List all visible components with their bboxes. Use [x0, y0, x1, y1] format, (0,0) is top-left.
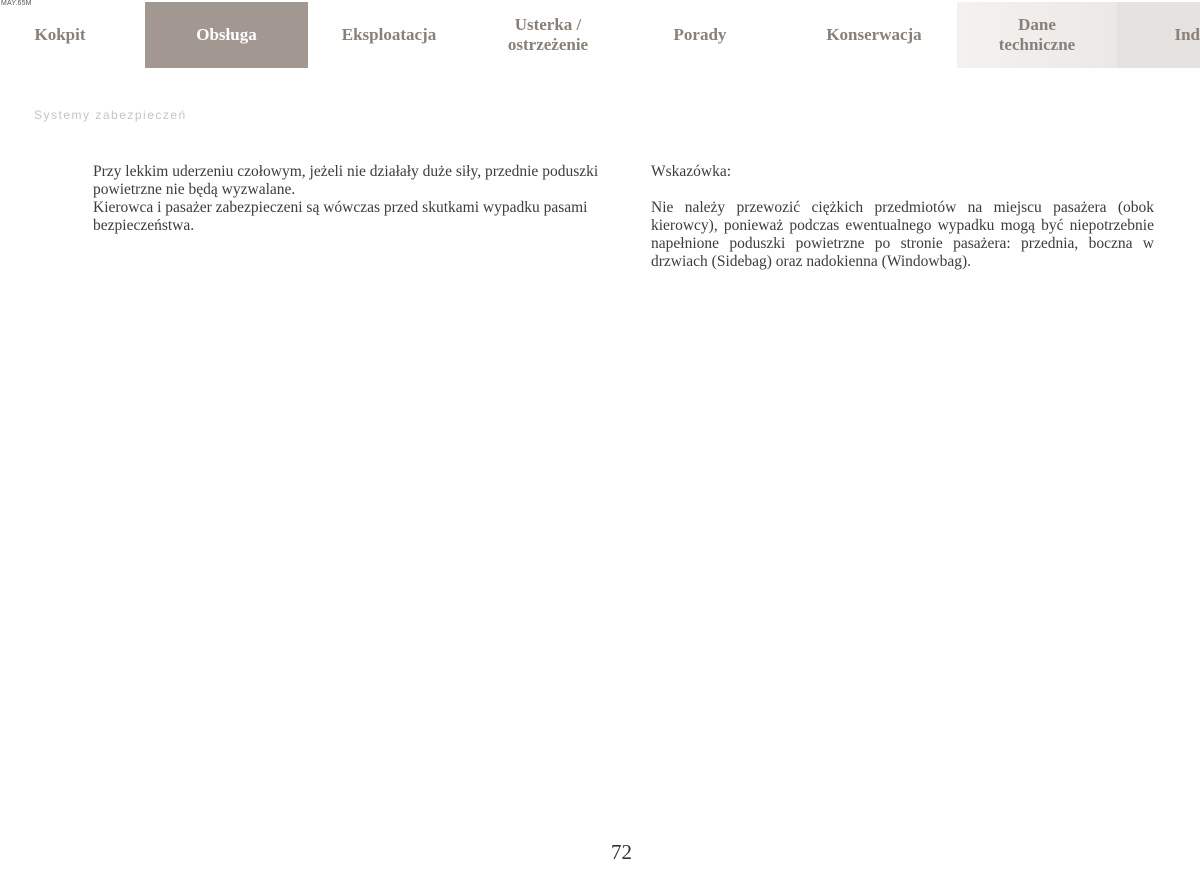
note-text: Nie należy przewozić ciężkich przedmiotów na miejscu pasażera (obok kierowcy), ponieważ podczas ewentualnego wypadku mogą być niepotrzebnie napełnione poduszki powietrzne po stronie pasażera: przednia, boczna w drzwiach (Sidebag) oraz nadokienna (Windowbag). [651, 199, 1154, 270]
tab-label [999, 15, 1075, 55]
paragraph: Przy lekkim uderzeniu czołowym, jeżeli nie działały duże siły, przednie poduszki powietrzne nie będą wyzwalane. [93, 163, 599, 198]
note-heading: Wskazówka: [651, 163, 732, 180]
tab-label: Kokpit [34, 25, 86, 44]
tab-indeks[interactable] [1117, 2, 1200, 68]
tab-label-line-1: Usterka / [514, 15, 582, 34]
tab-label: Konserwacja [826, 25, 922, 44]
tab-kokpit[interactable] [0, 2, 120, 68]
tab-label: Obsługa [196, 25, 257, 44]
tab-label-line-1: Dane [1018, 15, 1056, 34]
tab-label-line-2: ostrzeżenie [507, 35, 589, 54]
section-title: Systemy zabezpieczeń [34, 108, 187, 122]
tab-usterka-ostrzezenie[interactable] [478, 2, 618, 68]
tab-label: Ind [1174, 25, 1200, 44]
tab-label: Eksploatacja [341, 25, 437, 44]
tab-porady[interactable] [640, 2, 760, 68]
tab-obsluga[interactable] [145, 2, 308, 68]
corner-mark: MAY.65M [1, 0, 32, 7]
page-number: 72 [611, 840, 632, 864]
tab-label [508, 15, 588, 55]
tab-label-line-2: techniczne [998, 35, 1076, 54]
right-column [651, 163, 1154, 271]
chapter-navigation [0, 2, 1200, 68]
paragraph: Kierowca i pasażer zabezpieczeni są wówczas przed skutkami wypadku pasami bezpieczeństwa. [93, 199, 588, 234]
left-column [93, 163, 603, 235]
tab-konserwacja[interactable] [790, 2, 958, 68]
tab-label: Porady [673, 25, 727, 44]
tab-dane-techniczne[interactable] [957, 2, 1117, 68]
tab-eksploatacja[interactable] [318, 2, 460, 68]
